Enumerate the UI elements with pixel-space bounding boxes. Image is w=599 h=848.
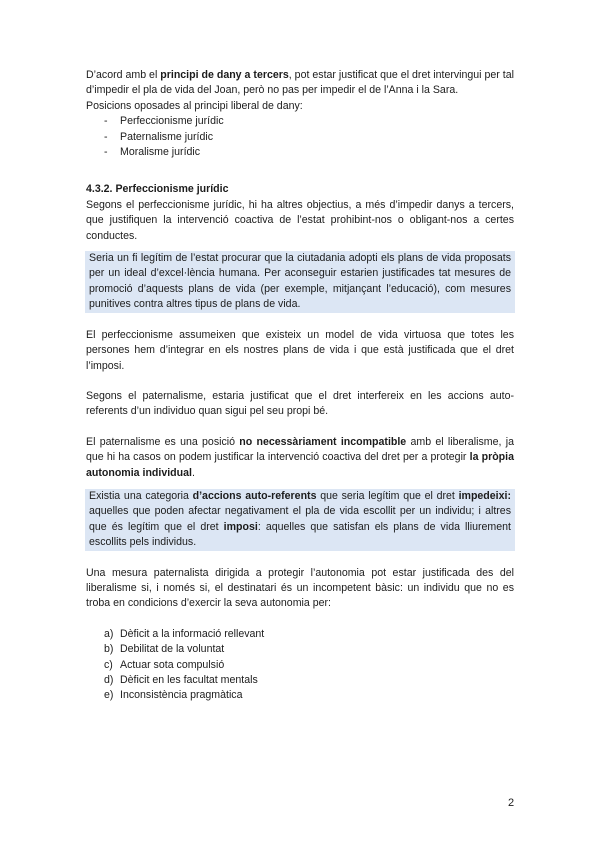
text-run: El paternalisme es una posició <box>86 435 240 448</box>
list-marker: - <box>104 130 108 143</box>
document-page <box>86 68 514 704</box>
list-item-text: Moralisme jurídic <box>120 146 201 159</box>
text-run: . <box>191 466 195 479</box>
bold-term: la pròpia autonomia individual <box>86 451 514 479</box>
paragraph-virtuous-model: El perfeccionisme assumeixen que existeix un model de vida virtuosa que totes les persones hem d’integrar en els nostres plans de vida i que està justificada que el dret l’imposi. <box>86 328 514 372</box>
list-marker: c) <box>104 658 113 671</box>
list-item <box>86 642 514 657</box>
text-run: Existia una categoria <box>89 489 193 502</box>
list-item <box>86 130 514 145</box>
paragraph-paternalism: Segons el paternalisme, estaria justificat que el dret interfereix en les accions auto-referents d’un individuo quan sigui pel seu propi bé. <box>86 389 514 418</box>
list-item <box>86 627 514 642</box>
list-marker: a) <box>104 627 114 640</box>
text-run: que seria legítim que el dret <box>316 489 459 502</box>
text-run: , pot estar justificat que el dret intervingui per tal d’impedir el pla de vida del Joan, però no pas per impedir el de l’Anna i la Sara. <box>86 69 514 97</box>
text-run: D’acord amb el <box>86 69 161 81</box>
list-item-text: Perfeccionisme jurídic <box>120 115 224 128</box>
text-run: : aquelles que satisfan els plans de vida lliurement escollits pels individus. <box>89 520 511 549</box>
bold-term-harm-principle: principi de dany a tercers <box>160 69 289 81</box>
list-marker: - <box>104 115 108 128</box>
paragraph-opposed-positions: Posicions oposades al principi liberal de dany: <box>86 99 303 112</box>
list-item-text: Dèficit a la informació rellevant <box>120 627 265 640</box>
list-item-text: Dèficit en les facultat mentals <box>120 674 258 686</box>
list-item-text: Actuar sota compulsió <box>120 658 225 671</box>
section-heading: 4.3.2. Perfeccionisme jurídic <box>86 183 229 196</box>
list-item-text: Inconsistència pragmàtica <box>120 689 243 702</box>
text-run: aquelles que poden afectar negativament el pla de vida escollit per un individu; i altres que és legítim que el dret <box>89 505 511 533</box>
list-item <box>86 114 514 129</box>
paragraph-harm-principle <box>86 68 514 99</box>
list-item <box>86 658 514 673</box>
bold-term: no necessàriament incompatible <box>239 435 407 448</box>
text-run: amb el liberalisme, ja que hi ha casos on podem justificar la intervenció coactiva del dret per a protegir <box>86 435 514 464</box>
list-marker: d) <box>104 674 114 686</box>
bold-term: impedeixi: <box>458 489 511 502</box>
opposed-positions-list <box>86 114 514 160</box>
list-item <box>86 688 514 703</box>
incompetence-causes-list <box>86 627 514 704</box>
list-marker: e) <box>104 689 114 702</box>
bold-term: imposi <box>223 520 258 533</box>
paragraph-paternalism-liberalism <box>86 435 514 481</box>
page-number: 2 <box>508 797 515 809</box>
list-item <box>86 673 514 688</box>
paragraph-basic-incompetent: Una mesura paternalista dirigida a protegir l’autonomia pot estar justificada des del liberalisme si, i només si, el destinatari és un incompetent bàsic: un individu que no es troba en condicions d’exercir la seva autonomia per: <box>86 566 514 610</box>
bold-term: d’accions auto-referents <box>192 489 317 502</box>
list-marker: b) <box>104 643 114 656</box>
list-item <box>86 145 514 160</box>
list-item-text: Debilitat de la voluntat <box>120 643 225 656</box>
list-item-text: Paternalisme jurídic <box>120 130 214 143</box>
highlight-box-self-regarding <box>85 489 515 551</box>
paragraph-perfectionism-intro: Segons el perfeccionisme jurídic, hi ha altres objectius, a més d’impedir danys a tercers, que justifiquen la intervenció coactiva de l’estat prohibint-nos o obligant-nos a certes conductes. <box>86 198 514 242</box>
highlight-box-perfectionism: Seria un fi legítim de l’estat procurar que la ciutadania adopti els plans de vida proposats per un ideal d’excel·lència humana. Per aconseguir estarien justificades tat mesures de promoció d’aquests plans de vida (per exemple, mitjançant l’educació), com mesures punitives contra altres tipus de plans de vida. <box>85 251 515 313</box>
list-marker: - <box>104 146 108 159</box>
